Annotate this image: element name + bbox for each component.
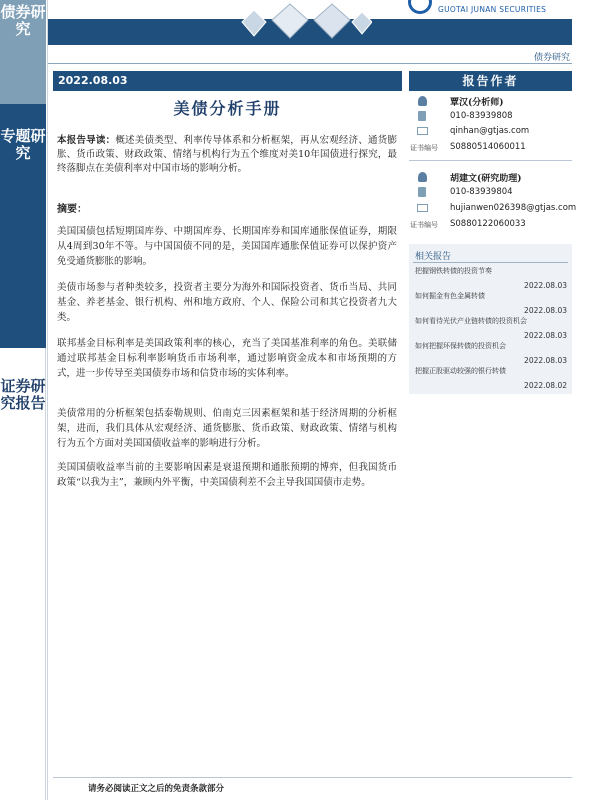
date-bar: [53, 71, 402, 91]
author-email[interactable]: hujianwen026398@gtjas.com: [450, 203, 577, 213]
person-icon: [418, 172, 427, 182]
sidebar-bottom-segment: [0, 348, 46, 800]
abstract-paragraph: 美债常用的分析框架包括泰勒规则、伯南克三因素框架和基于经济周期的分析框架，进而，我们具体从宏观经济、通货膨胀、货币政策、财政政策、情绪与机构行为五个方面对美国国债收益率的影响进行分析。: [57, 408, 397, 449]
guide-text: 概述美债类型、利率传导体系和分析框架，再从宏观经济、通货膨胀、货币政策、财政政策、情绪与机构行为五个维度对美10年国债进行探究，最终落脚点在美债利率对中国市场的影响分析。: [57, 135, 397, 174]
mail-icon: [417, 204, 428, 212]
header-divider: [48, 63, 572, 64]
related-report-date: 2022.08.03: [524, 306, 567, 315]
related-divider: [413, 262, 568, 263]
footer-divider: [53, 777, 572, 778]
author-email[interactable]: qinhan@gtjas.com: [450, 126, 530, 136]
abstract-label: 摘要：: [57, 204, 87, 215]
abstract-paragraph: 美债市场参与者种类较多，投资者主要分为海外和国际投资者、货币当局、共同基金、养老基金、银行机构、州和地方政府、个人、保险公司和其它投资者九大类。: [57, 282, 397, 323]
related-report-date: 2022.08.03: [524, 356, 567, 365]
related-report-item[interactable]: [415, 266, 567, 290]
related-report-item[interactable]: [415, 316, 567, 340]
company-logo: [402, 0, 574, 18]
sidebar-top-label: 债券研究: [0, 3, 46, 38]
author-heading: 报告作者: [462, 74, 519, 88]
phone-icon: [418, 187, 426, 197]
guide-label: 本报告导读：: [57, 135, 116, 146]
related-report-item[interactable]: [415, 341, 567, 365]
cert-label: 证书编号: [410, 221, 438, 229]
sidebar-bottom-label: 证券研究报告: [0, 377, 46, 412]
category-tag: 债券研究: [533, 53, 570, 63]
related-report-item[interactable]: [415, 291, 567, 315]
mail-icon: [417, 127, 428, 135]
related-report-name: 把握钢铁转债的投资节奏: [415, 267, 492, 275]
related-report-date: 2022.08.02: [524, 381, 567, 390]
related-report-name: 如何把握环保转债的投资机会: [415, 342, 506, 350]
related-report-name: 如何掘金有色金属转债: [415, 292, 485, 300]
related-report-date: 2022.08.03: [524, 331, 567, 340]
report-title: 美债分析手册: [173, 99, 282, 118]
related-reports-title: 相关报告: [415, 252, 452, 262]
related-report-name: 把握正股驱动较强的银行转债: [415, 367, 506, 375]
author-phone: 010-83939808: [450, 111, 513, 121]
abstract-paragraph: 美国国债收益率当前的主要影响因素是衰退预期和通胀预期的博弈，但我国货币政策“以我为主”，兼顾内外平衡，中美国债利差不会主导我国国债市走势。: [57, 462, 397, 488]
author-cert: S0880122060033: [450, 219, 526, 229]
person-icon: [418, 96, 427, 106]
left-sidebar: [0, 0, 46, 800]
abstract-paragraph: 美国国债包括短期国库券、中期国库券、长期国库券和国库通胀保值证券，期限从4周到30年不等。与中国国债不同的是，美国国库通胀保值证券可以保护资产免受通货膨胀的影响。: [57, 226, 397, 267]
diamond-graphic: [232, 0, 372, 40]
footer-disclaimer: 请务必阅读正文之后的免责条款部分: [88, 784, 225, 794]
sidebar-divider: [47, 0, 48, 800]
author-name: 胡建文(研究助理): [450, 174, 522, 184]
related-report-item[interactable]: [415, 366, 567, 390]
author-name: 覃汉(分析师): [450, 98, 504, 108]
author-divider: [409, 160, 572, 161]
cert-label: 证书编号: [410, 144, 438, 152]
related-report-date: 2022.08.03: [524, 281, 567, 290]
author-phone: 010-83939804: [450, 187, 513, 197]
related-report-name: 如何看待光伏产业链转债的投资机会: [415, 317, 527, 325]
report-date: 2022.08.03: [58, 74, 128, 87]
logo-mark-icon: [408, 0, 432, 14]
author-heading-bar: [409, 71, 572, 91]
report-guide: [57, 134, 397, 176]
sidebar-mid-label: 专题研究: [0, 127, 46, 162]
logo-english: GUOTAI JUNAN SECURITIES: [438, 5, 547, 14]
related-reports-panel: [409, 244, 572, 394]
abstract-paragraph: 联邦基金目标利率是美国政策利率的核心，充当了美国基准利率的角色。美联储通过联邦基金目标利率影响货币市场利率，通过影响资金成本和市场预期的方式，进一步传导至美国债券市场和信贷市场的实体利率。: [57, 338, 397, 379]
author-cert: S0880514060011: [450, 142, 526, 152]
phone-icon: [418, 111, 426, 121]
